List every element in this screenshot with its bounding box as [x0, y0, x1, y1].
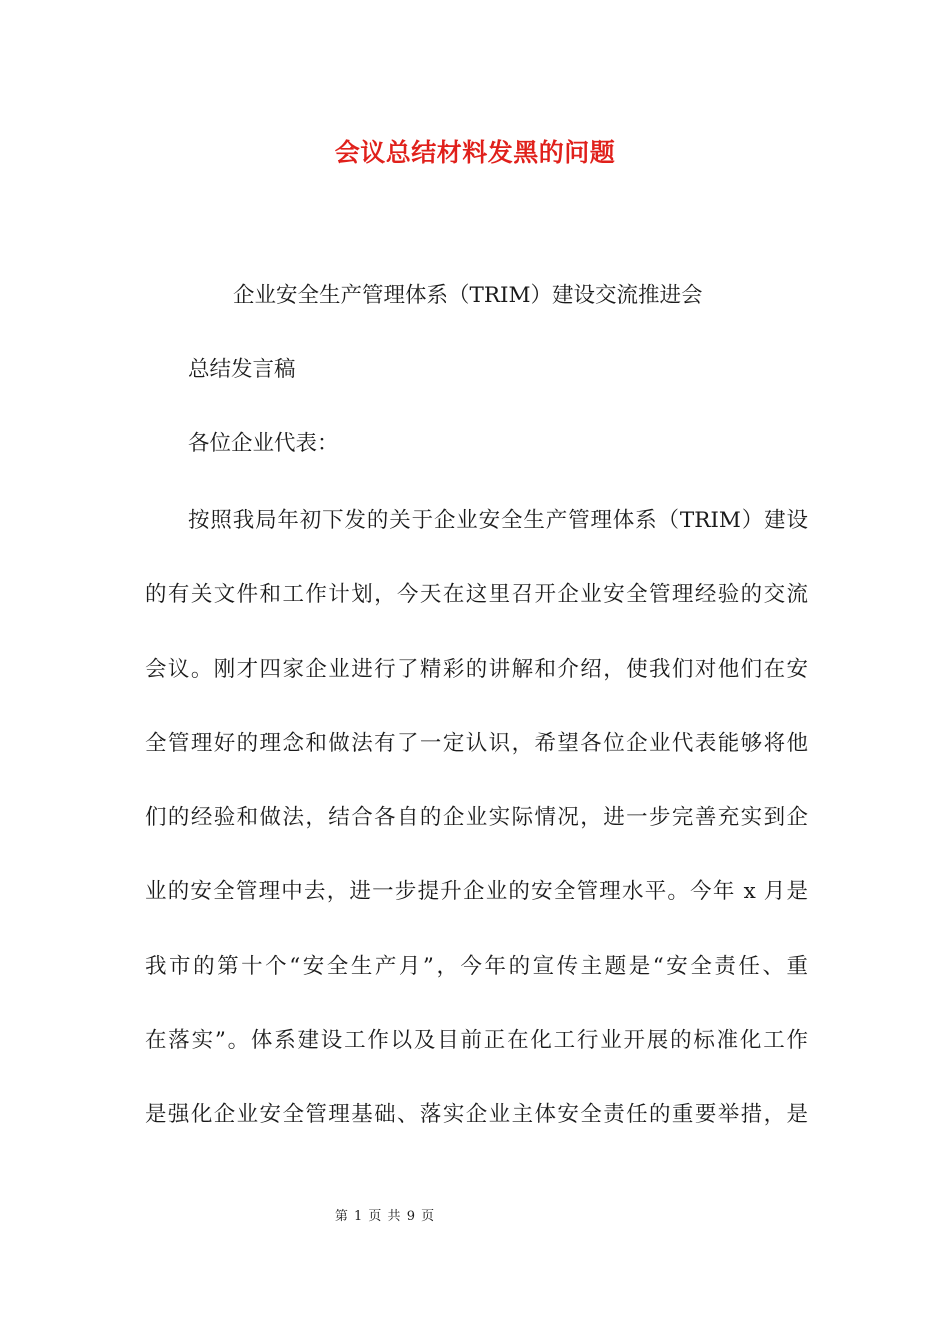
body-line: 们的经验和做法，结合各自的企业实际情况，进一步完善充实到企	[145, 805, 808, 831]
document-subtitle-2: 总结发言稿	[188, 357, 296, 382]
document-title: 会议总结材料发黑的问题	[334, 138, 616, 167]
body-line: 的有关文件和工作计划，今天在这里召开企业安全管理经验的交流	[145, 582, 808, 608]
page-footer: 第 1 页 共 9 页	[334, 1209, 436, 1224]
body-line: 在落实”。体系建设工作以及目前正在化工行业开展的标准化工作	[145, 1028, 808, 1054]
body-line: 我市的第十个“安全生产月”，今年的宣传主题是“安全责任、重	[145, 953, 808, 979]
body-line: 业的安全管理中去，进一步提升企业的安全管理水平。今年 x 月是	[145, 879, 808, 905]
body-line: 是强化企业安全管理基础、落实企业主体安全责任的重要举措，是	[145, 1102, 808, 1128]
body-line: 会议。刚才四家企业进行了精彩的讲解和介绍，使我们对他们在安	[145, 656, 808, 682]
body-line: 按照我局年初下发的关于企业安全生产管理体系（TRIM）建设	[188, 508, 808, 533]
salutation: 各位企业代表：	[188, 431, 339, 456]
body-line: 全管理好的理念和做法有了一定认识，希望各位企业代表能够将他	[145, 730, 808, 756]
body-text	[145, 506, 810, 1175]
document-subtitle: 企业安全生产管理体系（TRIM）建设交流推进会	[233, 283, 703, 308]
